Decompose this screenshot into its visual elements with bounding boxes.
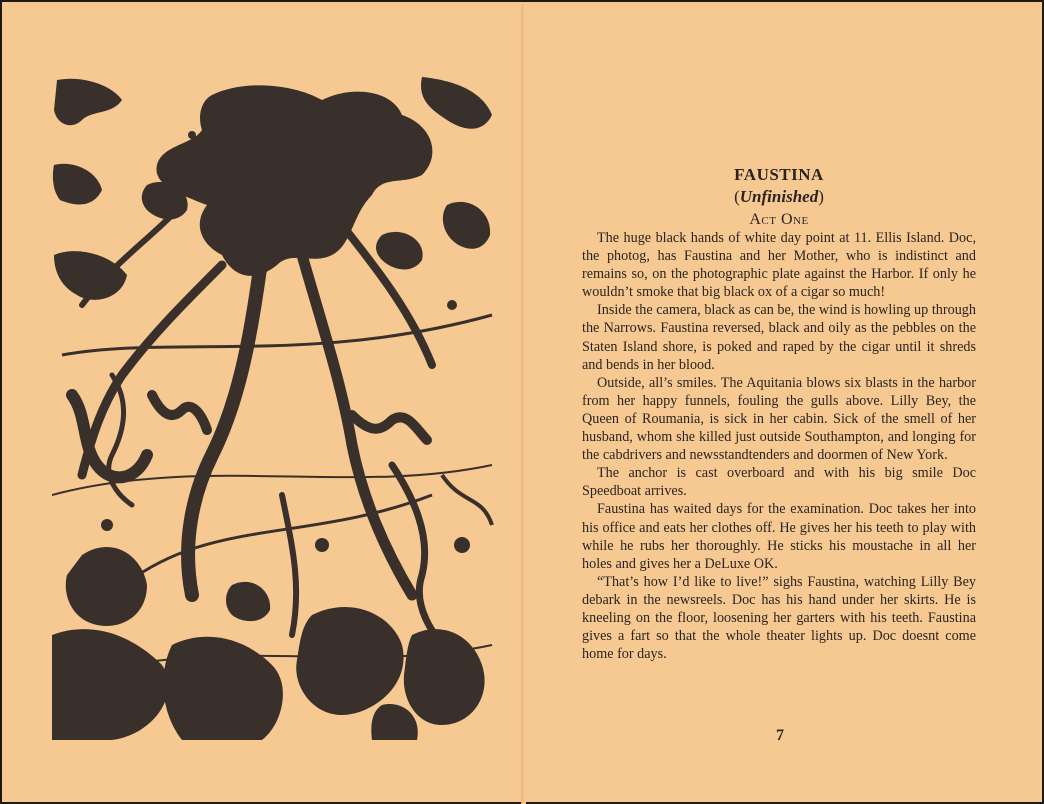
subtitle-open-paren: ( [734,187,740,206]
paragraph: The huge black hands of white day point at 11. Ellis Island. Doc, the photog, has Faustina and her Mother, who is indistinct and remains so, on the photographic plate against the Harbor. If only he wouldn’t smoke that big black ox of a cigar so much! [582,230,976,301]
page-title: FAUSTINA [734,165,824,184]
subtitle-close-paren: ) [818,187,824,206]
page-number: 7 [776,727,784,744]
text-block [582,164,976,663]
section-heading: Act One [749,211,809,228]
paragraph: Outside, all’s smiles. The Aquitania blows six blasts in the harbor from her happy funnels, fouling the gulls above. Lilly Bey, the Queen of Roumania, is sick in her cabin. Sick of the smell of her husband, whom she killed just outside Southampton, and longing for the cabdrivers and newsstandtenders and doormen of New York. [582,374,976,464]
left-page [4,4,521,804]
right-page [526,4,1044,804]
paragraph: Inside the camera, black as can be, the wind is howling up through the Narrows. Faustina reversed, black and oily as the pebbles on the Staten Island shore, is poked and raped by the cigar until it shreds and bends in her blood. [582,302,976,373]
ink-splatter-illustration [52,75,497,740]
paragraph: The anchor is cast overboard and with his big smile Doc Speedboat arrives. [582,465,976,500]
paragraph: “That’s how I’d like to live!” sighs Faustina, watching Lilly Bey debark in the newsreels. Doc has his hand under her skirts. He is kneeling on the floor, loosening her garters with his teeth. Faustina gives a fart so that the whole theater lights up. Doc doesnt come home for days. [582,573,976,663]
subtitle [582,186,976,208]
subtitle-italic: Unfinished [739,187,819,206]
paragraph: Faustina has waited days for the examination. Doc takes her into his office and eats her clothes off. He gives her his teeth to play with while he rubs her thoroughly. He sticks his moustache in all her holes and gives her a DeLuxe OK. [582,501,976,572]
